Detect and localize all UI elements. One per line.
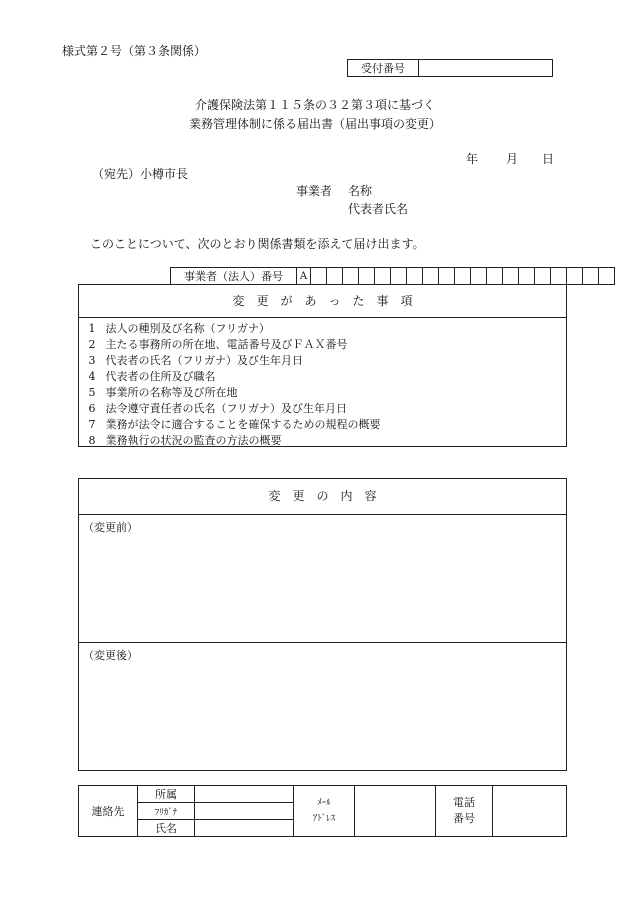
- business-number-digit[interactable]: [407, 268, 423, 285]
- email-label-line1: ﾒｰﾙ: [317, 798, 331, 808]
- item-number: 1: [88, 322, 96, 335]
- item-text: 法令遵守責任者の氏名（フリガナ）及び生年月日: [105, 402, 347, 415]
- contact-table: [78, 785, 567, 837]
- item-number: 3: [88, 354, 96, 367]
- affiliation-field[interactable]: [195, 786, 294, 803]
- phone-label-line1: 電話: [453, 796, 475, 809]
- business-number-digit[interactable]: [583, 268, 599, 285]
- item-number: 6: [88, 402, 96, 415]
- applicant-rep-label: 代表者氏名: [348, 202, 409, 216]
- applicant-name-label: 名称: [348, 184, 373, 198]
- addressee: （宛先）小樽市長: [92, 167, 189, 181]
- before-change-field[interactable]: [79, 515, 566, 643]
- business-number-digit[interactable]: [327, 268, 343, 285]
- phone-label-line2: 番号: [453, 812, 475, 825]
- business-number-digit[interactable]: [567, 268, 583, 285]
- changed-items-table: [78, 284, 567, 447]
- business-number-digit[interactable]: [343, 268, 359, 285]
- item-text: 主たる事務所の所在地、電話番号及びＦＡＸ番号: [105, 338, 348, 351]
- furigana-label: ﾌﾘｶﾞﾅ: [138, 803, 195, 820]
- business-number-digit[interactable]: [391, 268, 407, 285]
- phone-field[interactable]: [493, 786, 567, 837]
- list-item[interactable]: [82, 321, 566, 337]
- email-label-line2: ｱﾄﾞﾚｽ: [312, 814, 336, 824]
- item-number: 4: [88, 370, 96, 383]
- business-number-row: [170, 267, 615, 285]
- before-change-label: （変更前）: [83, 521, 138, 534]
- business-number-digit[interactable]: [455, 268, 471, 285]
- name-label: 氏名: [138, 820, 195, 837]
- after-change-field[interactable]: [79, 643, 566, 770]
- title-line-1: 介護保険法第１１５条の３２第３項に基づく: [194, 98, 435, 112]
- item-number: 5: [88, 386, 96, 399]
- list-item[interactable]: [82, 417, 566, 433]
- furigana-field[interactable]: [195, 803, 294, 820]
- statement: このことについて、次のとおり関係書類を添えて届け出ます。: [90, 237, 425, 251]
- title-line-2: 業務管理体制に係る届出書（届出事項の変更）: [188, 117, 441, 131]
- business-number-digit[interactable]: [471, 268, 487, 285]
- business-number-digit[interactable]: [311, 268, 327, 285]
- item-number: 7: [88, 418, 96, 431]
- applicant-label: 事業者: [296, 184, 333, 198]
- name-field[interactable]: [195, 820, 294, 837]
- item-text: 業務執行の状況の監査の方法の概要: [105, 434, 282, 447]
- business-number-label: 事業者（法人）番号: [171, 268, 297, 285]
- list-item[interactable]: [82, 353, 566, 369]
- item-text: 事業所の名称等及び所在地: [105, 386, 238, 399]
- business-number-digit[interactable]: [519, 268, 535, 285]
- item-text: 代表者の氏名（フリガナ）及び生年月日: [105, 354, 303, 367]
- business-number-digit[interactable]: [599, 268, 615, 285]
- business-number-digit[interactable]: [551, 268, 567, 285]
- receipt-number-box: [347, 59, 553, 77]
- item-text: 代表者の住所及び職名: [105, 370, 216, 383]
- changed-items-header: 変 更 が あ っ た 事 項: [79, 285, 566, 318]
- business-number-digit[interactable]: [535, 268, 551, 285]
- item-text: 業務が法令に適合することを確保するための規程の概要: [105, 418, 381, 431]
- list-item[interactable]: [82, 401, 566, 417]
- date-month-label: 月: [506, 152, 519, 166]
- list-item[interactable]: [82, 385, 566, 401]
- list-item[interactable]: [82, 369, 566, 385]
- receipt-number-label: 受付番号: [348, 60, 419, 77]
- business-number-digit[interactable]: [359, 268, 375, 285]
- email-label: [294, 786, 355, 837]
- business-number-digit[interactable]: [487, 268, 503, 285]
- business-number-digit[interactable]: [375, 268, 391, 285]
- change-content-header: 変 更 の 内 容: [79, 479, 566, 515]
- form-number: 様式第２号（第３条関係）: [62, 44, 207, 58]
- phone-label: [436, 786, 493, 837]
- affiliation-label: 所属: [138, 786, 195, 803]
- business-number-digit[interactable]: [423, 268, 439, 285]
- item-text: 法人の種別及び名称（フリガナ）: [105, 322, 270, 335]
- after-change-label: （変更後）: [83, 649, 138, 662]
- receipt-number-field[interactable]: [419, 60, 553, 77]
- business-number-digit[interactable]: [503, 268, 519, 285]
- date-day-label: 日: [542, 152, 555, 166]
- date-year-label: 年: [466, 152, 479, 166]
- list-item[interactable]: [82, 433, 566, 449]
- business-number-digit[interactable]: [439, 268, 455, 285]
- business-number-prefix: A: [297, 268, 311, 285]
- change-content-table: [78, 478, 567, 771]
- item-number: 8: [88, 434, 96, 447]
- contact-label: 連絡先: [79, 786, 138, 837]
- email-field[interactable]: [355, 786, 436, 837]
- list-item[interactable]: [82, 337, 566, 353]
- item-number: 2: [88, 338, 96, 351]
- changed-items-list: [79, 318, 566, 449]
